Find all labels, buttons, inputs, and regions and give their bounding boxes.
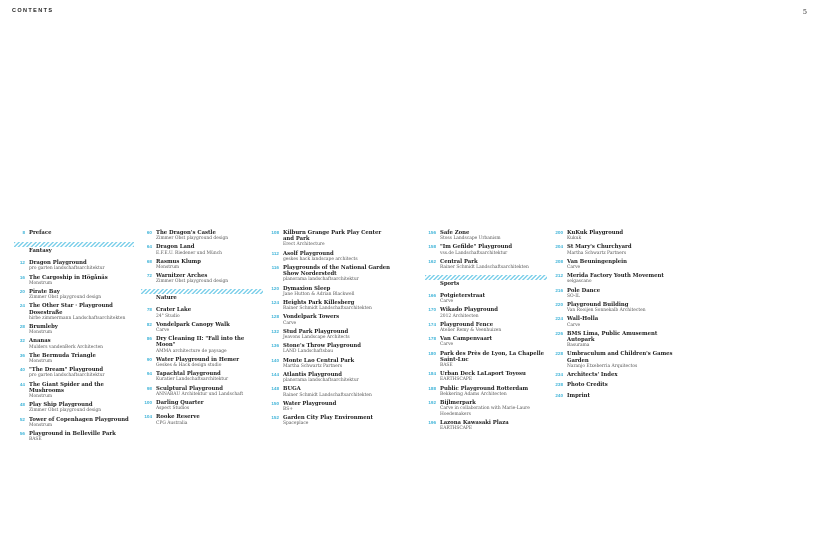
section-hatch-band: [14, 242, 134, 247]
entry-title: Brumleby: [29, 323, 58, 330]
entry-title: Darling Quarter: [156, 400, 204, 407]
page-ref: 156: [428, 230, 436, 235]
entry-title: Potgieterstraat: [440, 293, 486, 300]
entry-title: Water Playground: [283, 400, 337, 407]
section-heading: [14, 242, 134, 255]
page-ref: 240: [555, 392, 563, 398]
page-ref: 8: [22, 230, 25, 235]
entry-title: Tower of Copenhagen Playground: [29, 416, 129, 423]
toc-entry[interactable]: [141, 259, 263, 271]
page-ref: 170: [428, 307, 436, 313]
toc-entry[interactable]: [141, 230, 263, 242]
entry-author: EARTHSCAPE: [440, 377, 473, 383]
page-ref: 108: [271, 230, 279, 235]
entry-title: The Cargoship in Högånäs: [29, 274, 108, 281]
page-ref: 204: [555, 244, 563, 250]
entry-author: Bekkering Adams Architecten: [440, 391, 507, 397]
toc-entry[interactable]: [268, 300, 390, 312]
entry-author: Atelier Remy & Veenhuizen: [440, 328, 502, 334]
entry-author: Kuratier Landschaftsarchitektur: [156, 377, 229, 383]
entry-author: pro garten landschaftsarchitektur: [29, 373, 105, 379]
page-ref: 40: [19, 367, 25, 373]
entry-author: Zimmer Obst playground design: [29, 408, 102, 414]
entry-title: Public Playground Rotterdam: [440, 385, 529, 392]
page-ref: 144: [271, 371, 279, 377]
toc-entry[interactable]: [141, 336, 263, 354]
page-ref: 16: [19, 274, 25, 280]
toc-column: [268, 230, 390, 429]
section-title: Sports: [440, 281, 460, 288]
page-ref: 128: [271, 314, 279, 320]
page-ref: 64: [146, 244, 152, 250]
page-ref: 86: [146, 336, 152, 342]
page-ref: 116: [271, 264, 279, 270]
entry-title: Park des Près de Lyon, La Chapelle Saint-Luc: [440, 350, 545, 363]
toc-entry[interactable]: [14, 402, 134, 414]
page-ref: 24: [19, 303, 25, 309]
entry-title: "The Dream" Playground: [29, 367, 104, 374]
page-ref: 184: [428, 371, 436, 377]
page-ref: 36: [19, 352, 25, 358]
entry-title: Ananas: [29, 338, 51, 345]
entry-author: Jeavons Landscape Architects: [283, 334, 350, 340]
page-ref: 150: [271, 400, 279, 406]
entry-title: Asolf Playground: [283, 250, 334, 257]
toc-entry[interactable]: [141, 244, 263, 256]
entry-author: Carve: [283, 320, 297, 326]
toc-entry[interactable]: [552, 382, 677, 390]
toc-entry[interactable]: [425, 230, 547, 242]
page-ref: 196: [428, 420, 436, 425]
toc-entry[interactable]: [14, 417, 134, 429]
page-ref: 32: [19, 338, 25, 344]
toc-entry[interactable]: [141, 273, 263, 285]
page-ref: 94: [146, 371, 152, 377]
page-ref: 226: [555, 330, 563, 336]
entry-author: E.F.E.U. Riedener und Münch: [156, 250, 222, 256]
entry-author: SO-IL: [567, 293, 580, 299]
toc-entry[interactable]: [14, 260, 134, 272]
entry-author: EARTHSCAPE: [440, 426, 473, 432]
entry-author: Jane Hutton & Adrian Blackwell: [283, 291, 355, 297]
entry-author: BASE: [29, 437, 42, 443]
entry-title: Rooke Reserve: [156, 414, 200, 421]
entry-title: "Im Gefilde" Playground: [440, 244, 513, 251]
entry-title: Monte Lao Central Park: [283, 357, 355, 364]
entry-author: Rainer Schmidt Landschaftsarchitekten: [283, 306, 372, 312]
entry-title: Atlantis Playground: [283, 371, 342, 378]
entry-title: Preface: [29, 230, 52, 236]
toc-entry[interactable]: [552, 372, 677, 380]
page-ref: 212: [555, 273, 563, 279]
entry-author: Erect Architecture: [283, 242, 325, 248]
page-ref: 180: [428, 350, 436, 356]
entry-author: Zimmer Obst playground design: [156, 279, 229, 285]
toc-entry[interactable]: [268, 415, 390, 427]
toc-entry[interactable]: [552, 230, 677, 242]
entry-author: BASE: [440, 363, 453, 369]
page-ref: 200: [555, 230, 563, 235]
page-ref: 104: [144, 414, 152, 420]
toc-entry[interactable]: [268, 265, 390, 283]
entry-title: Heights Park Killesberg: [283, 299, 355, 306]
toc-entry[interactable]: [552, 273, 677, 285]
toc-entry[interactable]: [425, 244, 547, 256]
entry-author: vss.de Landschaftsarchitektur: [440, 250, 508, 256]
page-ref: 100: [144, 400, 152, 406]
entry-author: Monstrum: [29, 280, 53, 286]
page-ref: 216: [555, 287, 563, 293]
entry-title: Central Park: [440, 258, 478, 265]
entry-title: The Other Star · Playground Dosestraße: [29, 303, 113, 316]
toc-entry[interactable]: [268, 329, 390, 341]
toc-entry[interactable]: [425, 351, 547, 369]
entry-title: Merida Factory Youth Movement: [567, 273, 664, 280]
page-ref: 20: [19, 288, 25, 294]
section-hatch-band: [425, 275, 547, 280]
entry-author: Monstrum: [29, 422, 53, 428]
entry-title: Urban Deck LaLaport Toyosu: [440, 371, 526, 378]
page-ref: 112: [271, 250, 279, 256]
toc-entry[interactable]: [14, 382, 134, 400]
page-ref: 158: [428, 244, 436, 250]
entry-title: Garden City Play Environment: [283, 415, 373, 422]
entry-author: hirbe zimmermann Landschaftsarchitekten: [29, 315, 126, 321]
toc-entry[interactable]: [14, 353, 134, 365]
toc-entry[interactable]: [552, 393, 677, 401]
entry-title: Wall-Holla: [567, 316, 599, 323]
page-ref: 68: [146, 258, 152, 264]
page-ref: 44: [19, 381, 25, 387]
entry-title: Playgrounds of the National Garden Show Norderstedt: [283, 264, 391, 278]
toc-entry[interactable]: [141, 371, 263, 383]
entry-title: Architects' Index: [567, 371, 618, 378]
entry-title: Pole Dance: [567, 287, 601, 294]
entry-author: Mulders vandenBerk Architecten: [29, 344, 103, 350]
page-ref: 28: [19, 323, 25, 329]
page-ref: 220: [555, 301, 563, 307]
entry-author: AMMA architecture de paysage: [156, 348, 227, 354]
entry-title: Stud Park Playground: [283, 328, 349, 335]
toc-entry[interactable]: [14, 230, 134, 238]
entry-author: Kukuk: [567, 236, 582, 242]
page-ref: 52: [19, 416, 25, 422]
page-ref: 90: [146, 356, 152, 362]
page-ref: 208: [555, 258, 563, 264]
entry-author: Monstrum: [29, 393, 53, 399]
toc-entry[interactable]: [552, 316, 677, 328]
toc-entry[interactable]: [425, 307, 547, 319]
entry-title: Kilburn Grange Park Play Center and Park: [283, 230, 382, 243]
entry-author: ANNABAU Architektur und Landschaft: [156, 391, 244, 397]
entry-title: Lazona Kawasaki Plaza: [440, 420, 509, 426]
entry-author: Rainer Schmidt Landschaftsarchitekten: [283, 392, 372, 398]
page-ref: 224: [555, 316, 563, 322]
toc-entry[interactable]: [425, 386, 547, 398]
toc-entry[interactable]: [141, 322, 263, 334]
page-ref: 98: [146, 385, 152, 391]
page-ref: 234: [555, 371, 563, 377]
toc-entry[interactable]: [14, 289, 134, 301]
entry-author: Spaceplace: [283, 421, 309, 427]
entry-title: Wikado Playground: [440, 307, 498, 314]
entry-author: Naranjo Etxeberria Arquitectos: [567, 363, 638, 369]
toc-entry[interactable]: [268, 286, 390, 298]
entry-author: Rainer Schmidt Landschaftsarchitekten: [440, 264, 529, 270]
entry-author: Carve: [567, 264, 581, 270]
toc-entry[interactable]: [425, 420, 547, 432]
toc-entry[interactable]: [14, 303, 134, 321]
toc-entry[interactable]: [268, 314, 390, 326]
entry-author: 2012 Architecten: [440, 313, 479, 319]
entry-author: planorama landschaftsarchitektur: [283, 277, 359, 283]
entry-title: Van Beuningenplein: [567, 258, 628, 265]
entry-title: Stone's Throw Playground: [283, 343, 361, 350]
entry-title: Playground in Belleville Park: [29, 430, 116, 437]
page-ref: 78: [146, 307, 152, 313]
page-ref: 12: [19, 260, 25, 266]
entry-title: Dragon Playground: [29, 260, 87, 267]
toc-entry[interactable]: [552, 288, 677, 300]
section-hatch-band: [141, 289, 263, 294]
toc-entry[interactable]: [14, 338, 134, 350]
page-ref: 48: [19, 402, 25, 408]
toc-entry[interactable]: [268, 401, 390, 413]
entry-title: The Giant Spider and the Mushrooms: [29, 381, 104, 394]
entry-author: 24° Studio: [156, 313, 180, 319]
entry-author: Monstrum: [29, 330, 53, 336]
page-ref: 56: [19, 430, 25, 436]
entry-title: Playground Building: [567, 301, 629, 308]
toc-entry[interactable]: [268, 343, 390, 355]
entry-author: Zimmer Obst playground design: [29, 295, 102, 301]
entry-author: Monstrum: [156, 264, 180, 270]
entry-author: Carve: [440, 299, 454, 305]
page-number: 5: [802, 8, 807, 16]
toc-entry[interactable]: [552, 259, 677, 271]
entry-author: Carve: [567, 322, 581, 328]
entry-title: Photo Credits: [567, 382, 608, 389]
section-heading: [141, 289, 263, 302]
entry-title: Vondelpark Towers: [283, 314, 340, 321]
toc-entry[interactable]: [552, 244, 677, 256]
page-ref: 120: [271, 285, 279, 291]
page-ref: 188: [428, 385, 436, 391]
toc-entry[interactable]: [552, 331, 677, 349]
toc-entry[interactable]: [552, 302, 677, 314]
entry-author: Geskes & Hack design studio: [156, 363, 222, 369]
toc-entry[interactable]: [425, 336, 547, 348]
toc-entry[interactable]: [425, 322, 547, 334]
entry-author: CPG Australia: [156, 420, 188, 426]
entry-title: Playground Fence: [440, 321, 494, 328]
entry-author: Carve: [440, 342, 454, 348]
entry-author: Van Rooijen Sonnekalb Architecten: [567, 308, 646, 314]
toc-entry[interactable]: [268, 386, 390, 398]
entry-title: Dymaxion Sleep: [283, 285, 331, 292]
toc-column: [14, 230, 134, 445]
toc-entry[interactable]: [141, 386, 263, 398]
entry-author: geskes hack landscape architects: [283, 256, 358, 262]
toc-entry[interactable]: [14, 367, 134, 379]
page-ref: 82: [146, 321, 152, 327]
toc-column: [552, 230, 677, 403]
entry-title: Imprint: [567, 392, 590, 399]
entry-title: Play Ship Playground: [29, 402, 93, 409]
entry-author: Stoss Landscape Urbanism: [440, 236, 501, 242]
toc-entry[interactable]: [268, 230, 390, 248]
page-ref: 136: [271, 343, 279, 349]
toc-entry[interactable]: [141, 307, 263, 319]
page-ref: 72: [146, 273, 152, 279]
toc-entry[interactable]: [425, 371, 547, 383]
page-ref: 124: [271, 299, 279, 305]
page-ref: 148: [271, 386, 279, 392]
entry-title: Umbraculum and Children's Games Garden: [567, 351, 673, 364]
page-ref: 228: [555, 351, 563, 357]
entry-title: KuKuk Playground: [567, 230, 624, 236]
toc-entry[interactable]: [141, 400, 263, 412]
entry-title: The Dragon's Castle: [156, 230, 216, 236]
entry-author: Monstrum: [29, 358, 53, 364]
entry-author: Martha Schwartz Partners: [567, 250, 627, 256]
page-ref: 162: [428, 258, 436, 264]
entry-author: selgascano: [567, 279, 592, 285]
entry-title: Rasmus Klump: [156, 258, 201, 265]
entry-author: LAND Landschaftsbau: [283, 349, 334, 355]
entry-title: BUGA: [283, 386, 301, 393]
page-ref: 174: [428, 321, 436, 327]
entry-title: Tapachtal Playground: [156, 371, 221, 378]
entry-title: Dry Cleaning II: "Fall into the Moon": [156, 336, 245, 349]
toc-entry[interactable]: [14, 275, 134, 287]
toc-entry[interactable]: [425, 259, 547, 271]
toc-entry[interactable]: [14, 431, 134, 443]
page-ref: 140: [271, 357, 279, 363]
entry-title: Safe Zone: [440, 230, 470, 236]
entry-title: The Bermuda Triangle: [29, 352, 96, 359]
entry-author: Martha Schwartz Partners: [283, 363, 343, 369]
entry-author: Basurama: [567, 343, 590, 349]
toc-entry[interactable]: [425, 400, 547, 417]
page-ref: 60: [146, 230, 152, 235]
entry-title: Van Campenvaart: [440, 336, 493, 343]
entry-title: Vondelpark Canopy Walk: [156, 321, 230, 328]
entry-author: Carve: [156, 328, 170, 334]
page-ref: 192: [428, 400, 436, 406]
toc-entry[interactable]: [425, 293, 547, 305]
entry-title: Warnitzer Arches: [156, 273, 208, 280]
page-ref: 238: [555, 382, 563, 388]
toc-entry[interactable]: [14, 324, 134, 336]
section-title: Fantasy: [29, 248, 52, 255]
entry-author: BS+: [283, 406, 293, 412]
toc-entry[interactable]: [268, 372, 390, 384]
entry-title: St Mary's Churchyard: [567, 244, 632, 251]
entry-author: Aspect Studios: [156, 406, 190, 412]
page-ref: 152: [271, 415, 279, 421]
entry-title: Bijlmerpark: [440, 400, 476, 407]
toc-column: [425, 230, 547, 434]
toc-entry[interactable]: [552, 351, 677, 369]
toc-entry[interactable]: [268, 251, 390, 263]
section-title: Nature: [156, 295, 177, 302]
entry-author: Zimmer Obst playground design: [156, 236, 229, 242]
page-header-title: CONTENTS: [12, 8, 54, 14]
entry-title: BMS Lima, Public Amusement Autopark: [567, 330, 658, 343]
page-ref: 132: [271, 328, 279, 334]
entry-author: planorama landschaftsarchitektur: [283, 378, 359, 384]
toc-entry[interactable]: [141, 414, 263, 426]
entry-author: pro garten landschaftsarchitektur: [29, 266, 105, 272]
page-ref: 166: [428, 293, 436, 299]
entry-title: Water Playground in Hemer: [156, 356, 240, 363]
toc-entry[interactable]: [268, 358, 390, 370]
entry-author: Carve in collaboration with Marie-Laure Hoedemakers: [440, 406, 530, 417]
section-heading: [425, 275, 547, 288]
entry-title: Pirate Bay: [29, 288, 60, 295]
toc-entry[interactable]: [141, 357, 263, 369]
entry-title: Crater Lake: [156, 307, 192, 314]
toc-column: [141, 230, 263, 429]
page-ref: 178: [428, 336, 436, 342]
entry-title: Sculptural Playground: [156, 385, 223, 392]
entry-title: Dragon Land: [156, 244, 195, 251]
